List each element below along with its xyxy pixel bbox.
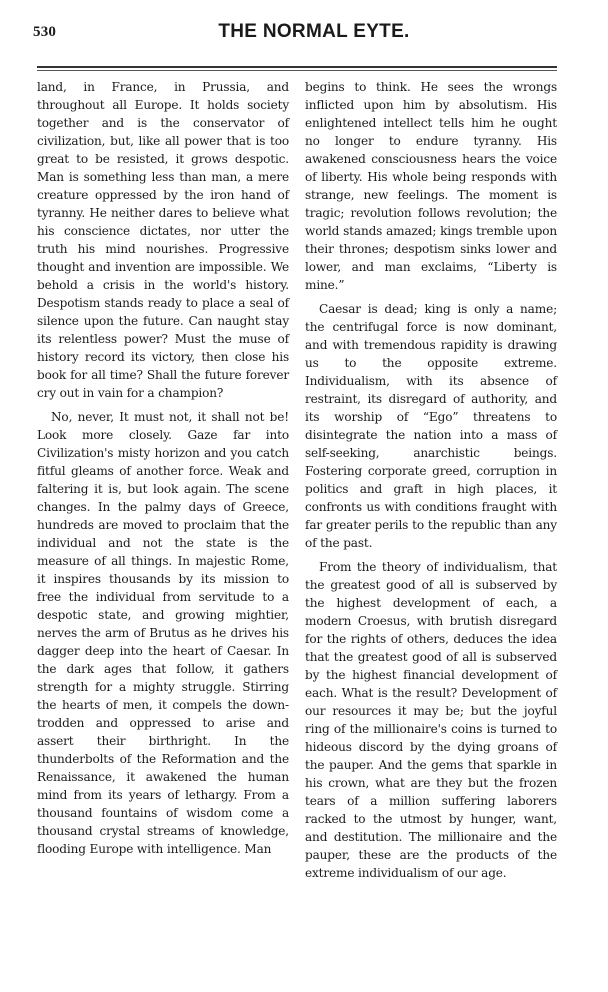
paragraph: begins to think. He sees the wrongs inflicted upon him by absolutism. His enlightened intellect tells him he ought no longer to endure tyranny. His awakened consciousness hears the voice of liberty. His whole being responds with strange, new feelings. The moment is tragic; revolution follows revolution; the world stands amazed; kings tremble upon their thrones; despotism sinks lower and lower, and man exclaims, “Liberty is mine.”: [305, 80, 557, 292]
right-column: [305, 78, 557, 882]
paragraph: land, in France, in Prussia, and throughout all Europe. It holds society together and is the conservator of civilization, but, like all power that is too great to be resisted, it grows despotic. Man is something less than man, a mere creature oppressed by the iron hand of tyranny. He neither dares to believe what his conscience dictates, nor utter the truth his mind nourishes. Progressive thought and invention are impossible. We behold a crisis in the world's history. Despotism stands ready to place a seal of silence upon the future. Can naught stay its relentless power? Must the muse of history record its victory, then close his book for all time? Shall the future forever cry out in vain for a champion?: [37, 80, 289, 400]
running-head-title: THE NORMAL EYTE.: [218, 21, 410, 42]
left-column: [37, 78, 289, 858]
paragraph: No, never, It must not, it shall not be! Look more closely. Gaze far into Civilization's misty horizon and you catch fitful gleams of another force. Weak and faltering it is, but look again. The scene changes. In the palmy days of Greece, hundreds are moved to proclaim that the individual and not the state is the measure of all things. In majestic Rome, it inspires thousands by its mission to free the individual from servitude to a despotic state, and growing mightier, nerves the arm of Brutus as he drives his dagger deep into the heart of Caesar. In the dark ages that follow, it gathers strength for a mighty struggle. Stirring the hearts of men, it compels the down-trodden and oppressed to arise and assert their birthright. In the thunderbolts of the Reformation and the Renaissance, it awakened the human mind from its years of lethargy. From a thousand fountains of wisdom come a thousand crystal streams of knowledge, flooding Europe with intelligence. Man: [37, 410, 289, 856]
page-number: 530: [33, 24, 57, 40]
paragraph: From the theory of individualism, that the greatest good of all is subserved by the highest development of each, a modern Croesus, with brutish disregard for the rights of others, deduces the idea that the greatest good of all is subserved by the highest financial development of each. What is the result? Development of our resources it may be; but the joyful ring of the millionaire's coins is turned to hideous discord by the dying groans of the pauper. And the gems that sparkle in his crown, what are they but the frozen tears of a million suffering laborers racked to the utmost by hunger, want, and destitution. The millionaire and the pauper, these are the products of the extreme individualism of our age.: [305, 560, 557, 880]
paragraph: Caesar is dead; king is only a name; the centrifugal force is now dominant, and with tremendous rapidity is drawing us to the opposite extreme. Individualism, with its absence of restraint, its disregard of authority, and its worship of “Ego” threatens to disintegrate the nation into a mass of self-seeking, anarchistic beings. Fostering corporate greed, corruption in politics and graft in high places, it confronts us with conditions fraught with far greater perils to the republic than any of the past.: [305, 302, 557, 550]
header-double-rule: [37, 66, 557, 71]
